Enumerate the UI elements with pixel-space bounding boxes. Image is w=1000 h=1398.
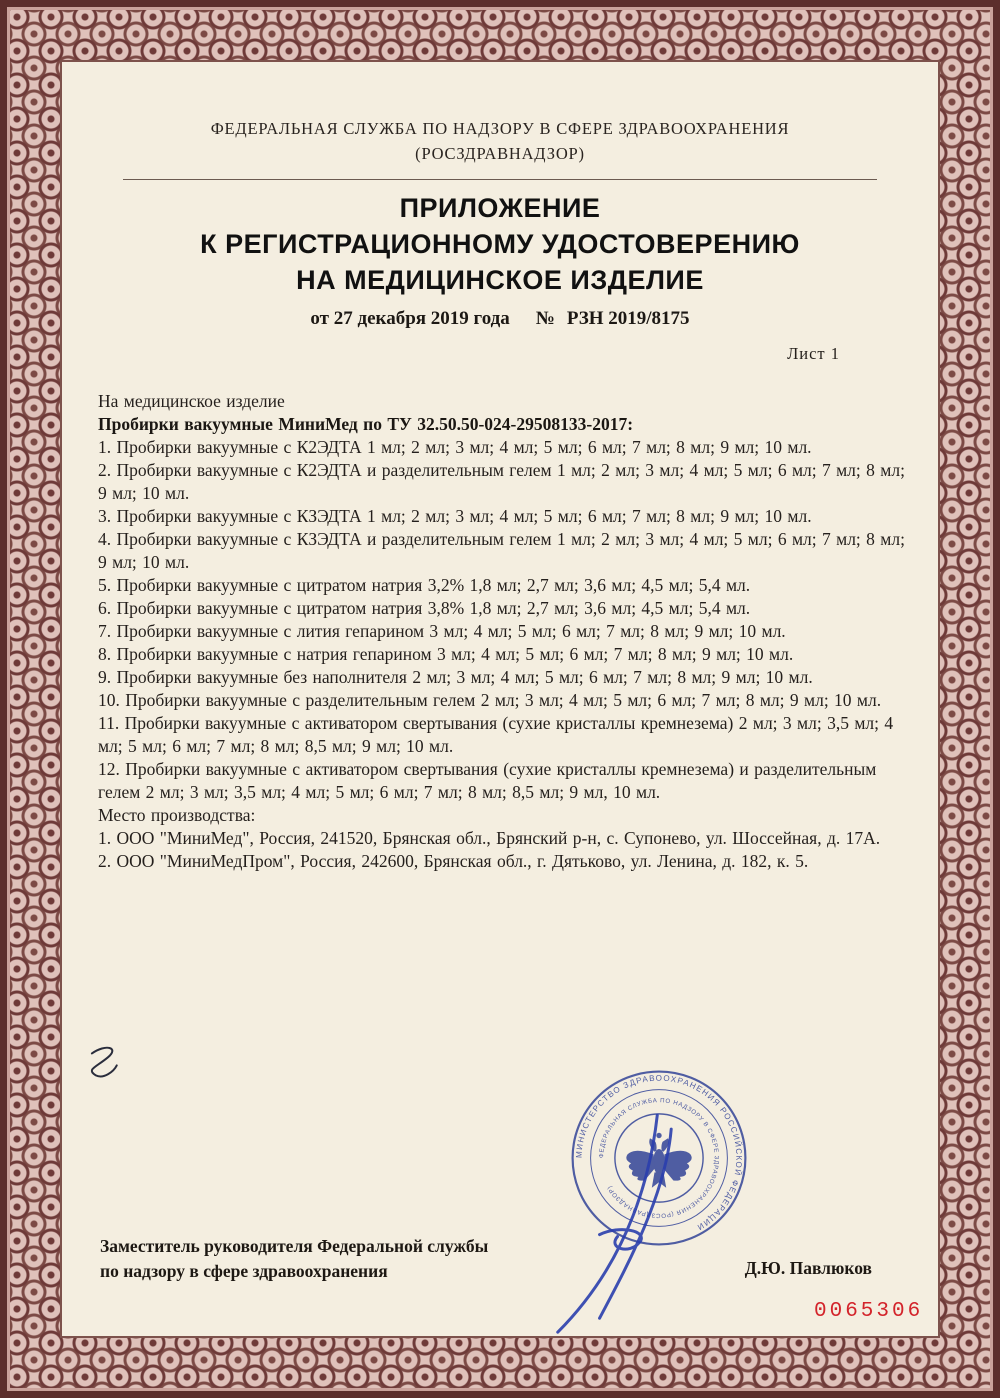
product-list-item: 3. Пробирки вакуумные с КЗЭДТА 1 мл; 2 мл; 3 мл; 4 мл; 5 мл; 6 мл; 7 мл; 8 мл; 9 мл; 10 мл. bbox=[98, 506, 812, 526]
handwritten-mark bbox=[92, 1048, 117, 1077]
header-divider bbox=[123, 179, 876, 180]
agency-name: ФЕДЕРАЛЬНАЯ СЛУЖБА ПО НАДЗОРУ В СФЕРЕ ЗДРАВООХРАНЕНИЯ bbox=[210, 119, 790, 138]
agency-abbreviation: (РОСЗДРАВНАДЗОР) bbox=[415, 144, 585, 163]
stamp-outer-ring-text: МИНИСТЕРСТВО ЗДРАВООХРАНЕНИЯ РОССИЙСКОЙ ФЕДЕРАЦИИ bbox=[574, 1073, 744, 1233]
product-list bbox=[98, 436, 906, 804]
product-title: Пробирки вакуумные МиниМед по ТУ 32.50.50-024-29508133-2017: bbox=[98, 414, 634, 434]
product-list-item: 4. Пробирки вакуумные с КЗЭДТА и разделительным гелем 1 мл; 2 мл; 3 мл; 4 мл; 5 мл; 6 мл; 7 мл; 8 мл; 9 мл; 10 мл. bbox=[98, 529, 905, 572]
serial-number: 0065306 bbox=[814, 1300, 924, 1323]
product-list-item: 8. Пробирки вакуумные с натрия гепарином 3 мл; 4 мл; 5 мл; 6 мл; 7 мл; 8 мл; 9 мл; 10 мл. bbox=[98, 644, 794, 664]
production-site-list bbox=[98, 827, 906, 873]
document-title-line3: НА МЕДИЦИНСКОЕ ИЗДЕЛИЕ bbox=[296, 265, 704, 295]
sheet-number: Лист 1 bbox=[787, 344, 840, 363]
production-site-item: 2. ООО "МиниМедПром", Россия, 242600, Брянская обл., г. Дятьково, ул. Ленина, д. 182, к. 5. bbox=[98, 851, 809, 871]
production-heading: Место производства: bbox=[98, 805, 256, 825]
registration-number: РЗН 2019/8175 bbox=[566, 308, 690, 329]
production-site-item: 1. ООО "МиниМед", Россия, 241520, Брянская обл., Брянский р-н, с. Супонево, ул. Шоссейная, д. 17А. bbox=[98, 828, 881, 848]
product-list-item: 2. Пробирки вакуумные с К2ЭДТА и разделительным гелем 1 мл; 2 мл; 3 мл; 4 мл; 5 мл; 6 мл; 7 мл; 8 мл; 9 мл; 10 мл. bbox=[98, 460, 905, 503]
certificate-paper bbox=[60, 60, 940, 1338]
product-list-item: 5. Пробирки вакуумные с цитратом натрия 3,2% 1,8 мл; 2,7 мл; 3,6 мл; 4,5 мл; 5,4 мл. bbox=[98, 575, 751, 595]
product-list-item: 12. Пробирки вакуумные с активатором свертывания (сухие кристаллы кремнезема) и разделительным гелем 2 мл; 3 мл; 3,5 мл; 4 мл; 5 мл; 6 мл; 7 мл; 8 мл; 8,5 мл; 9 мл, 10 мл. bbox=[98, 759, 877, 802]
registration-meta bbox=[62, 308, 938, 330]
intro-line: На медицинское изделие bbox=[98, 391, 285, 411]
product-list-item: 7. Пробирки вакуумные с лития гепарином 3 мл; 4 мл; 5 мл; 6 мл; 7 мл; 8 мл; 9 мл; 10 мл. bbox=[98, 621, 786, 641]
signer-title-line2: по надзору в сфере здравоохранения bbox=[100, 1261, 388, 1281]
document-title bbox=[62, 190, 938, 298]
product-list-item: 1. Пробирки вакуумные с К2ЭДТА 1 мл; 2 мл; 3 мл; 4 мл; 5 мл; 6 мл; 7 мл; 8 мл; 9 мл; 10 мл. bbox=[98, 437, 812, 457]
official-stamp bbox=[569, 1068, 749, 1248]
signer-title-line1: Заместитель руководителя Федеральной службы bbox=[100, 1236, 489, 1256]
stamp-inner-ring-text: ФЕДЕРАЛЬНАЯ СЛУЖБА ПО НАДЗОРУ В СФЕРЕ ЗДРАВООХРАНЕНИЯ (РОСЗДРАВНАДЗОР) bbox=[598, 1097, 720, 1219]
agency-header bbox=[62, 116, 938, 166]
product-list-item: 9. Пробирки вакуумные без наполнителя 2 мл; 3 мл; 4 мл; 5 мл; 6 мл; 7 мл; 8 мл; 9 мл; 10 мл. bbox=[98, 667, 813, 687]
document-body bbox=[98, 390, 906, 873]
registration-date: от 27 декабря 2019 года bbox=[310, 308, 510, 329]
product-list-item: 6. Пробирки вакуумные с цитратом натрия 3,8% 1,8 мл; 2,7 мл; 3,6 мл; 4,5 мл; 5,4 мл. bbox=[98, 598, 751, 618]
product-list-item: 10. Пробирки вакуумные с разделительным гелем 2 мл; 3 мл; 4 мл; 5 мл; 6 мл; 7 мл; 8 мл; 9 мл; 10 мл. bbox=[98, 690, 882, 710]
double-headed-eagle-icon bbox=[626, 1133, 691, 1188]
signer-name: Д.Ю. Павлюков bbox=[744, 1258, 872, 1278]
number-sign: № bbox=[535, 308, 555, 329]
signer-title bbox=[100, 1234, 488, 1284]
document-title-line1: ПРИЛОЖЕНИЕ bbox=[399, 193, 601, 223]
product-list-item: 11. Пробирки вакуумные с активатором свертывания (сухие кристаллы кремнезема) 2 мл; 3 мл; 3,5 мл; 4 мл; 5 мл; 6 мл; 7 мл; 8 мл; 8,5 мл; 9 мл; 10 мл. bbox=[98, 713, 894, 756]
document-title-line2: К РЕГИСТРАЦИОННОМУ УДОСТОВЕРЕНИЮ bbox=[200, 229, 800, 259]
